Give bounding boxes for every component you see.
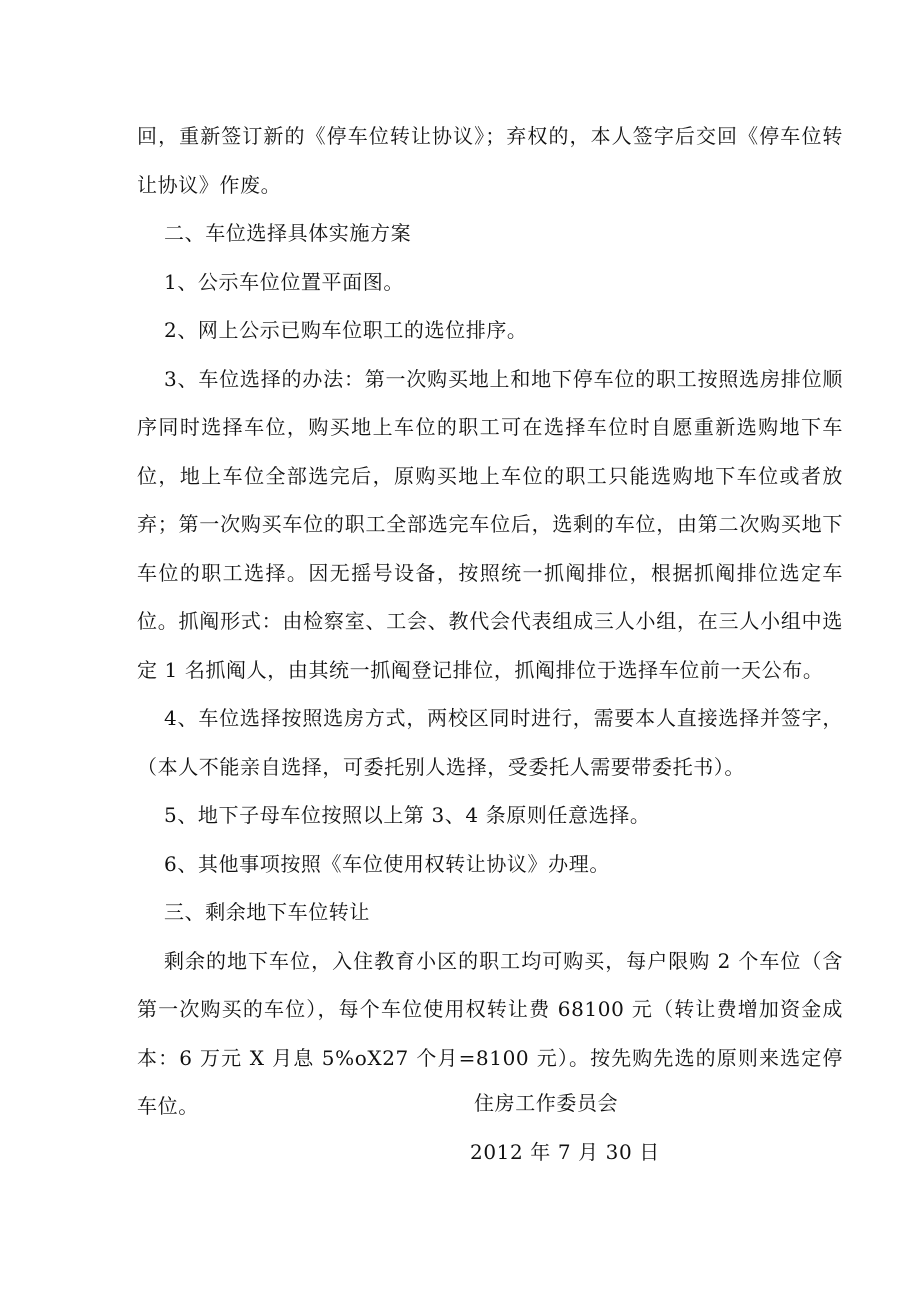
document-body bbox=[137, 112, 843, 1131]
section-heading-3: 三、剩余地下车位转让 bbox=[164, 900, 370, 924]
list-item-2-6: 6、其他事项按照《车位使用权转让协议》办理。 bbox=[164, 851, 610, 876]
list-item-2-5: 5、地下子母车位按照以上第 3、4 条原则任意选择。 bbox=[164, 803, 651, 827]
signature-date: 2012 年 7 月 30 日 bbox=[470, 1140, 660, 1164]
signature-organization: 住房工作委员会 bbox=[474, 1091, 619, 1115]
list-item-2-4: 4、车位选择按照选房方式，两校区同时进行，需要本人直接选择并签字，（本人不能亲自选择，可委托别人选择，受委托人需要带委托书）。 bbox=[137, 706, 843, 779]
list-item-2-3: 3、车位选择的办法：第一次购买地上和地下停车位的职工按照选房排位顺序同时选择车位，购买地上车位的职工可在选择车位时自愿重新选购地下车位，地上车位全部选完后，原购买地上车位的职工只能选购地下车位或者放弃；第一次购买车位的职工全部选完车位后，选剩的车位，由第二次购买地下车位的职工选择。因无摇号设备，按照统一抓阄排位，根据抓阄排位选定车位。抓阄形式：由检察室、工会、教代会代表组成三人小组，在三人小组中选定 1 名抓阄人，由其统一抓阄登记排位，抓阄排位于选择车位前一天公布。 bbox=[137, 366, 843, 682]
paragraph-3-1: 剩余的地下车位，入住教育小区的职工均可购买，每户限购 2 个车位（含第一次购买的车位），每个车位使用权转让费 68100 元（转让费增加资金成本：6 万元 X 月息 5%oX27 个月=8100 元）。按先购先选的原则来选定停车位。 bbox=[137, 948, 843, 1118]
list-item-2-1: 1、公示车位位置平面图。 bbox=[164, 269, 404, 294]
list-item-2-2: 2、网上公示已购车位职工的选位排序。 bbox=[164, 318, 528, 342]
section-heading-2: 二、车位选择具体实施方案 bbox=[164, 221, 412, 245]
paragraph-continuation: 回，重新签订新的《停车位转让协议》；弃权的，本人签字后交回《停车位转让协议》作废。 bbox=[137, 124, 843, 197]
